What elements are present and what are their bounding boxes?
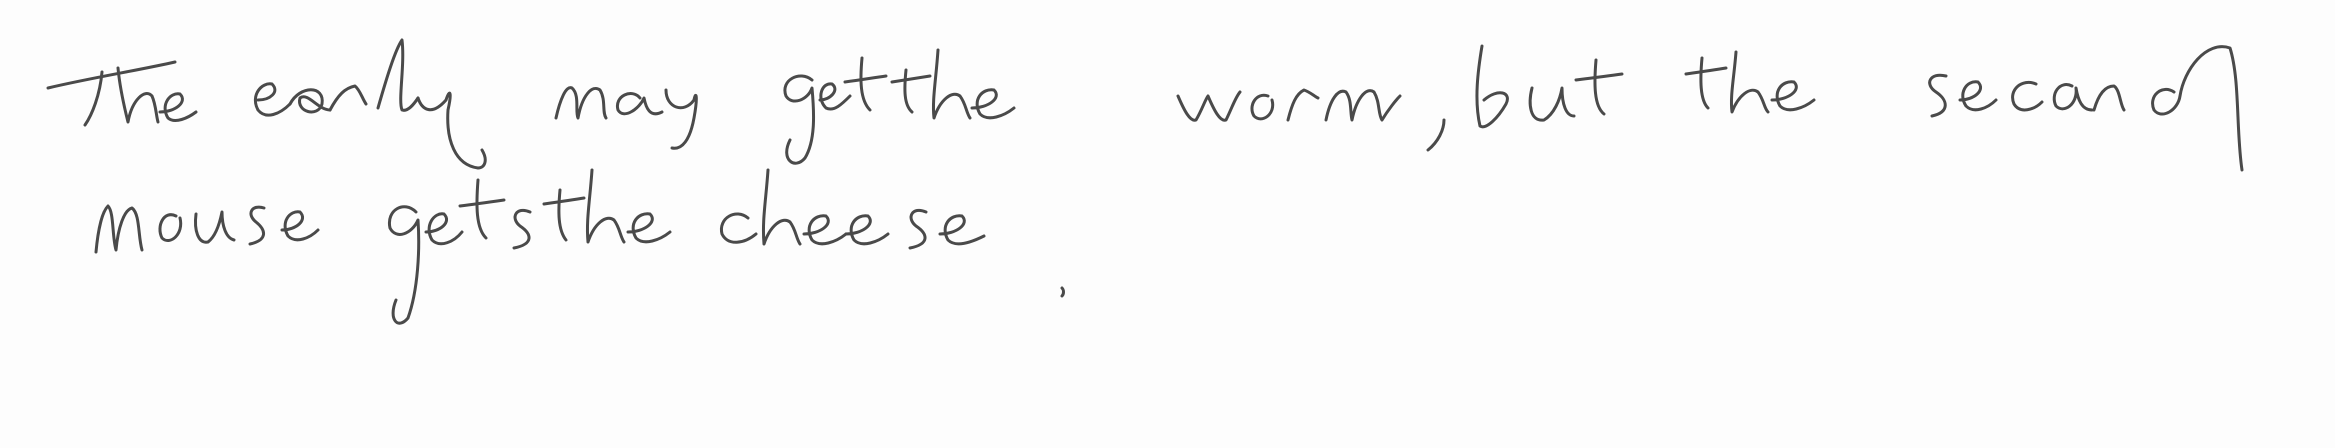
handwriting-line-1-strokes [48,40,2242,170]
handwriting-line-2-strokes [96,170,1064,323]
